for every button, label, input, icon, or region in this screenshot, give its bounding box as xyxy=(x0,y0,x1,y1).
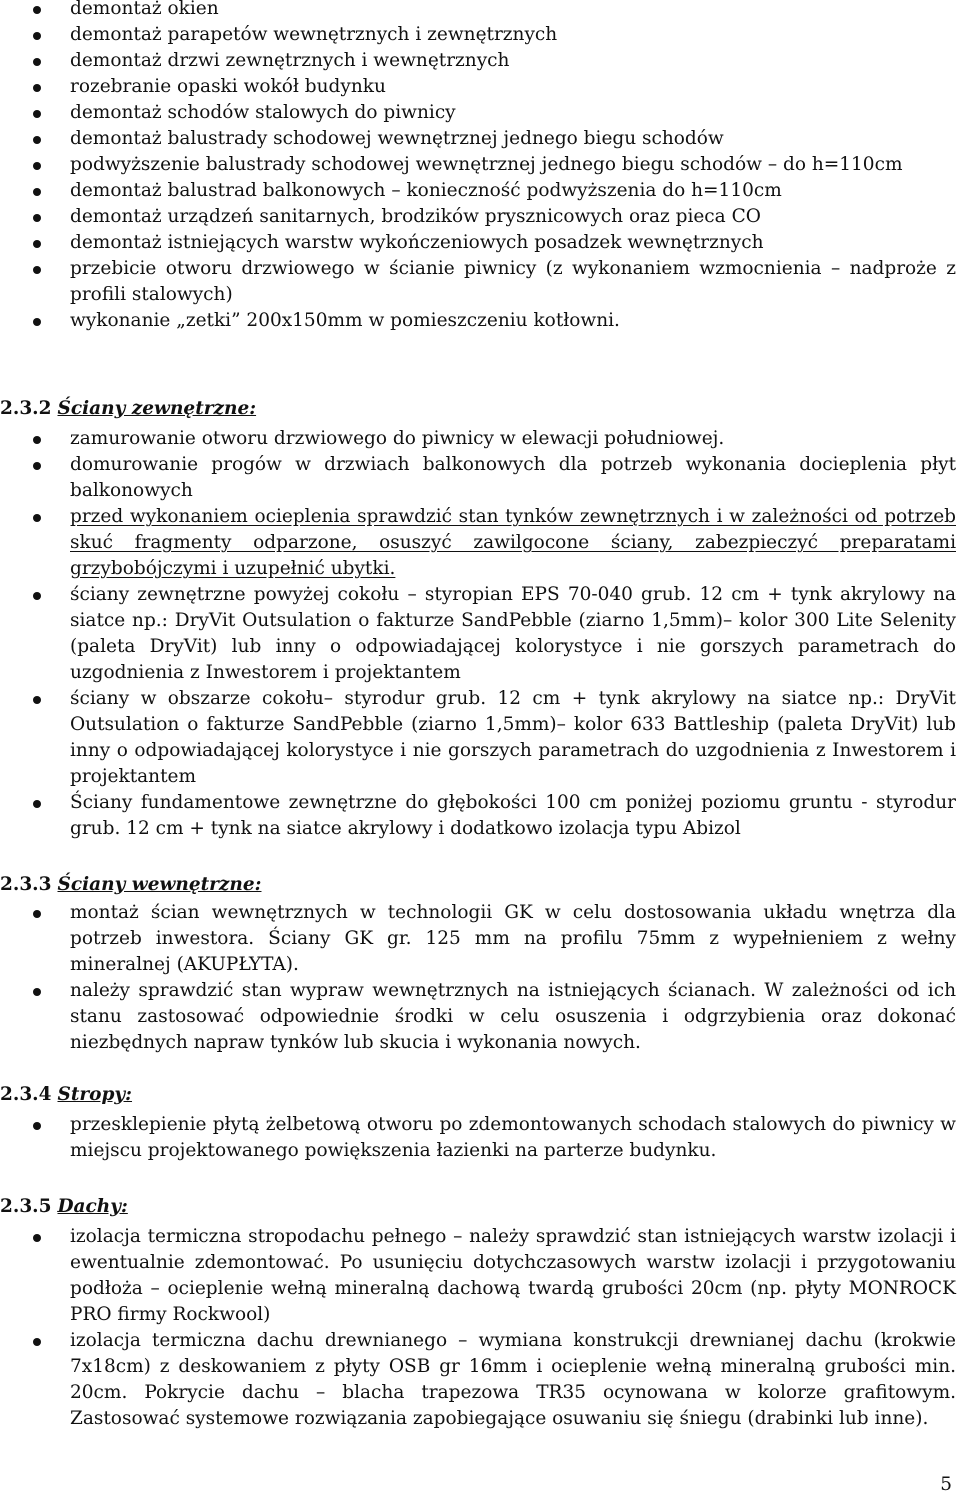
list-item: izolacja termiczna stropodachu pełnego – należy sprawdzić stan istniejących warstw izolacji i ewentualnie zdemontować. Po usunięciu dotychczasowych warstw izolacji i przygotowaniu podłoża – ocieplenie wełną mineralną dachową twardą grubości 20cm (np. płyty MONROCK PRO firmy Rockwool) xyxy=(0,1224,960,1328)
list-item: rozebranie opaski wokół budynku xyxy=(0,74,960,100)
bullet-icon xyxy=(33,162,41,170)
bullet-icon xyxy=(33,800,41,808)
list-item: należy sprawdzić stan wypraw wewnętrznych na istniejących ścianach. W zależności od ich stanu zastosować odpowiednie środki w celu osuszenia i odgrzybienia oraz dokonać niezbędnych napraw tynków lub skucia i wykonania nowych. xyxy=(0,978,960,1056)
section-heading xyxy=(0,396,256,422)
bullet-icon xyxy=(33,1338,41,1346)
section-number: 2.3.5 xyxy=(0,1196,52,1217)
bullet-icon xyxy=(33,318,41,326)
bullet-icon xyxy=(33,32,41,40)
list-item: przesklepienie płytą żelbetową otworu po zdemontowanych schodach stalowych do piwnicy w miejscu projektowanego powiększenia łazienki na parterze budynku. xyxy=(0,1112,960,1164)
bullet-icon xyxy=(33,240,41,248)
section-title: Stropy: xyxy=(57,1084,133,1105)
bullet-icon xyxy=(33,214,41,222)
list-item: montaż ścian wewnętrznych w technologii GK w celu dostosowania układu wnętrza dla potrzeb inwestora. Ściany GK gr. 125 mm na profilu 75mm z wypełnieniem z wełny mineralnej (AKUPŁYTA). xyxy=(0,900,960,978)
bullet-icon xyxy=(33,188,41,196)
page-number: 5 xyxy=(940,1474,952,1495)
bullet-icon xyxy=(33,1122,41,1130)
section-heading xyxy=(0,1194,128,1220)
bullet-icon xyxy=(33,514,41,522)
list-item: demontaż istniejących warstw wykończeniowych posadzek wewnętrznych xyxy=(0,230,960,256)
list-item xyxy=(0,504,960,582)
ceilings-list xyxy=(0,1112,960,1164)
section-title: Ściany wewnętrzne: xyxy=(57,874,262,895)
list-item: przebicie otworu drzwiowego w ścianie piwnicy (z wykonaniem wzmocnienia – nadproże z profili stalowych) xyxy=(0,256,960,308)
list-item: demontaż parapetów wewnętrznych i zewnętrznych xyxy=(0,22,960,48)
list-item: demontaż schodów stalowych do piwnicy xyxy=(0,100,960,126)
internal-walls-list xyxy=(0,900,960,1056)
bullet-icon xyxy=(33,6,41,14)
section-number: 2.3.4 xyxy=(0,1084,52,1105)
bullet-icon xyxy=(33,136,41,144)
roofs-list xyxy=(0,1224,960,1432)
bullet-icon xyxy=(33,84,41,92)
bullet-icon xyxy=(33,592,41,600)
list-item: demontaż balustrad balkonowych – konieczność podwyższenia do h=110cm xyxy=(0,178,960,204)
section-number: 2.3.2 xyxy=(0,398,52,419)
section-number: 2.3.3 xyxy=(0,874,52,895)
section-title: Ściany zewnętrzne: xyxy=(57,398,257,419)
list-item: domurowanie progów w drzwiach balkonowych dla potrzeb wykonania docieplenia płyt balkonowych xyxy=(0,452,960,504)
list-item: demontaż drzwi zewnętrznych i wewnętrznych xyxy=(0,48,960,74)
list-item: izolacja termiczna dachu drewnianego – wymiana konstrukcji drewnianej dachu (krokwie 7x18cm) z deskowaniem z płyty OSB gr 16mm i ocieplenie wełną mineralną grubości min. 20cm. Pokrycie dachu – blacha trapezowa TR35 ocynowana w kolorze grafitowym. Zastosować systemowe rozwiązania zapobiegające osuwaniu się śniegu (drabinki lub inne). xyxy=(0,1328,960,1432)
bullet-icon xyxy=(33,58,41,66)
list-item: zamurowanie otworu drzwiowego do piwnicy w elewacji południowej. xyxy=(0,426,960,452)
bullet-icon xyxy=(33,910,41,918)
section-heading xyxy=(0,872,261,898)
list-item: Ściany fundamentowe zewnętrzne do głębokości 100 cm poniżej poziomu gruntu - styrodur grub. 12 cm + tynk na siatce akrylowy i dodatkowo izolacja typu Abizol xyxy=(0,790,960,842)
underlined-note: przed wykonaniem ocieplenia sprawdzić stan tynków zewnętrznych i w zależności od potrzeb skuć fragmenty odparzone, osuszyć zawilgocone ściany, zabezpieczyć preparatami grzybobójczymi i uzupełnić ubytki. xyxy=(70,506,956,579)
section-heading xyxy=(0,1082,132,1108)
external-walls-list xyxy=(0,426,960,842)
bullet-icon xyxy=(33,110,41,118)
list-item: ściany w obszarze cokołu– styrodur grub. 12 cm + tynk akrylowy na siatce np.: DryVit Outsulation o fakturze SandPebble (ziarno 1,5mm)– kolor 633 Battleship (paleta DryVit) lub inny o odpowiadającej kolorystyce i nie gorszych parametrach do uzgodnienia z Inwestorem i projektantem xyxy=(0,686,960,790)
list-item: podwyższenie balustrady schodowej wewnętrznej jednego biegu schodów – do h=110cm xyxy=(0,152,960,178)
bullet-icon xyxy=(33,266,41,274)
bullet-icon xyxy=(33,1234,41,1242)
section-title: Dachy: xyxy=(57,1196,128,1217)
list-item: demontaż balustrady schodowej wewnętrznej jednego biegu schodów xyxy=(0,126,960,152)
list-item: ściany zewnętrzne powyżej cokołu – styropian EPS 70-040 grub. 12 cm + tynk akrylowy na siatce np.: DryVit Outsulation o fakturze SandPebble (ziarno 1,5mm)– kolor 300 Lite Selenity (paleta DryVit) lub inny o odpowiadającej kolorystyce i nie gorszych parametrach do uzgodnienia z Inwestorem i projektantem xyxy=(0,582,960,686)
bullet-icon xyxy=(33,696,41,704)
list-item: wykonanie „zetki” 200x150mm w pomieszczeniu kotłowni. xyxy=(0,308,960,334)
list-item: demontaż okien xyxy=(0,0,960,22)
bullet-icon xyxy=(33,462,41,470)
bullet-icon xyxy=(33,436,41,444)
bullet-icon xyxy=(33,988,41,996)
list-item: demontaż urządzeń sanitarnych, brodzików prysznicowych oraz pieca CO xyxy=(0,204,960,230)
demolition-list xyxy=(0,0,960,334)
